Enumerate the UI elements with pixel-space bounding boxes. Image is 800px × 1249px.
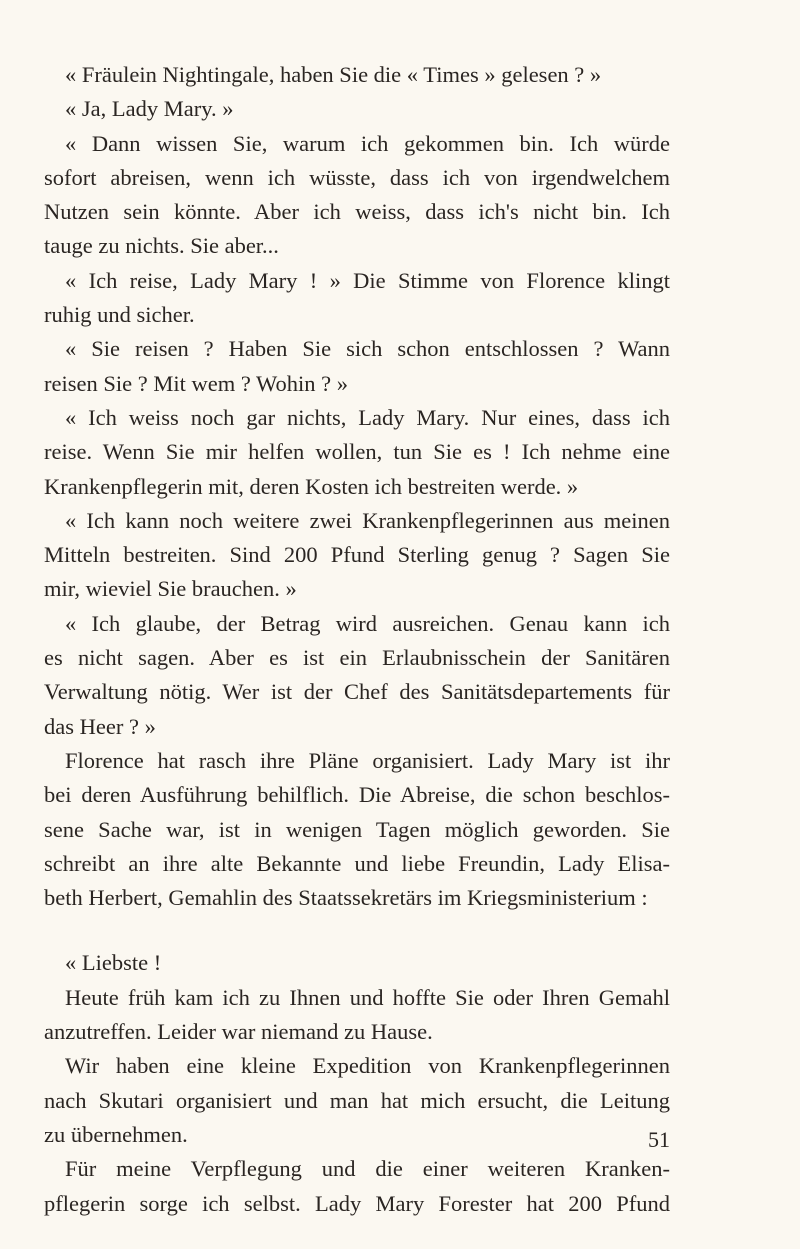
text-line: Nutzen sein könnte. Aber ich weiss, dass ich's nicht bin. Ich (44, 199, 670, 225)
text-line: sene Sache war, ist in wenigen Tagen möglich geworden. Sie (44, 816, 670, 842)
text-line: zu übernehmen. (44, 1121, 188, 1147)
text-line: es nicht sagen. Aber es ist ein Erlaubnisschein der Sanitären (44, 645, 670, 671)
text-line: sofort abreisen, wenn ich wüsste, dass ich von irgendwelchem (44, 164, 670, 190)
text-line: tauge zu nichts. Sie aber... (44, 233, 279, 259)
text-line: « Ja, Lady Mary. » (65, 96, 234, 122)
text-line: « Ich kann noch weitere zwei Krankenpflegerinnen aus meinen (65, 507, 670, 533)
body-text (44, 58, 670, 1221)
text-line: Verwaltung nötig. Wer ist der Chef des Sanitätsdepartements für (44, 679, 670, 705)
text-line: Mitteln bestreiten. Sind 200 Pfund Sterling genug ? Sagen Sie (44, 542, 670, 568)
text-line: « Fräulein Nightingale, haben Sie die « Times » gelesen ? » (65, 62, 602, 87)
text-line: Wir haben eine kleine Expedition von Krankenpflegerinnen (65, 1053, 670, 1079)
text-line: « Dann wissen Sie, warum ich gekommen bin. Ich würde (65, 130, 670, 156)
text-line: anzutreffen. Leider war niemand zu Hause. (44, 1019, 433, 1045)
text-line: pflegerin sorge ich selbst. Lady Mary Forester hat 200 Pfund (44, 1190, 670, 1216)
text-line: schreibt an ihre alte Bekannte und liebe Freundin, Lady Elisa- (44, 850, 670, 876)
text-line: « Ich reise, Lady Mary ! » Die Stimme von Florence klingt (65, 267, 670, 293)
text-line: « Ich glaube, der Betrag wird ausreichen. Genau kann ich (65, 610, 670, 636)
text-line: Florence hat rasch ihre Pläne organisiert. Lady Mary ist ihr (65, 747, 670, 773)
page-number: 51 (648, 1127, 670, 1152)
text-line: mir, wieviel Sie brauchen. » (44, 576, 297, 602)
text-line: nach Skutari organisiert und man hat mich ersucht, die Leitung (44, 1087, 670, 1113)
text-line: « Sie reisen ? Haben Sie sich schon entschlossen ? Wann (65, 336, 670, 362)
text-line: beth Herbert, Gemahlin des Staatssekretärs im Kriegsministerium : (44, 885, 648, 911)
text-line: Krankenpflegerin mit, deren Kosten ich bestreiten werde. » (44, 473, 579, 499)
text-line: « Liebste ! (65, 950, 162, 976)
text-line: reise. Wenn Sie mir helfen wollen, tun Sie es ! Ich nehme eine (44, 439, 670, 465)
text-line: ruhig und sicher. (44, 302, 195, 328)
text-line: « Ich weiss noch gar nichts, Lady Mary. Nur eines, dass ich (65, 404, 670, 430)
text-line: Für meine Verpflegung und die einer weiteren Kranken- (65, 1156, 670, 1182)
text-line: das Heer ? » (44, 713, 156, 739)
text-line: bei deren Ausführung behilflich. Die Abreise, die schon beschlos- (44, 782, 670, 808)
text-line: reisen Sie ? Mit wem ? Wohin ? » (44, 370, 348, 396)
text-line: Heute früh kam ich zu Ihnen und hoffte Sie oder Ihren Gemahl (65, 984, 670, 1010)
paragraph-spacer (44, 915, 670, 946)
